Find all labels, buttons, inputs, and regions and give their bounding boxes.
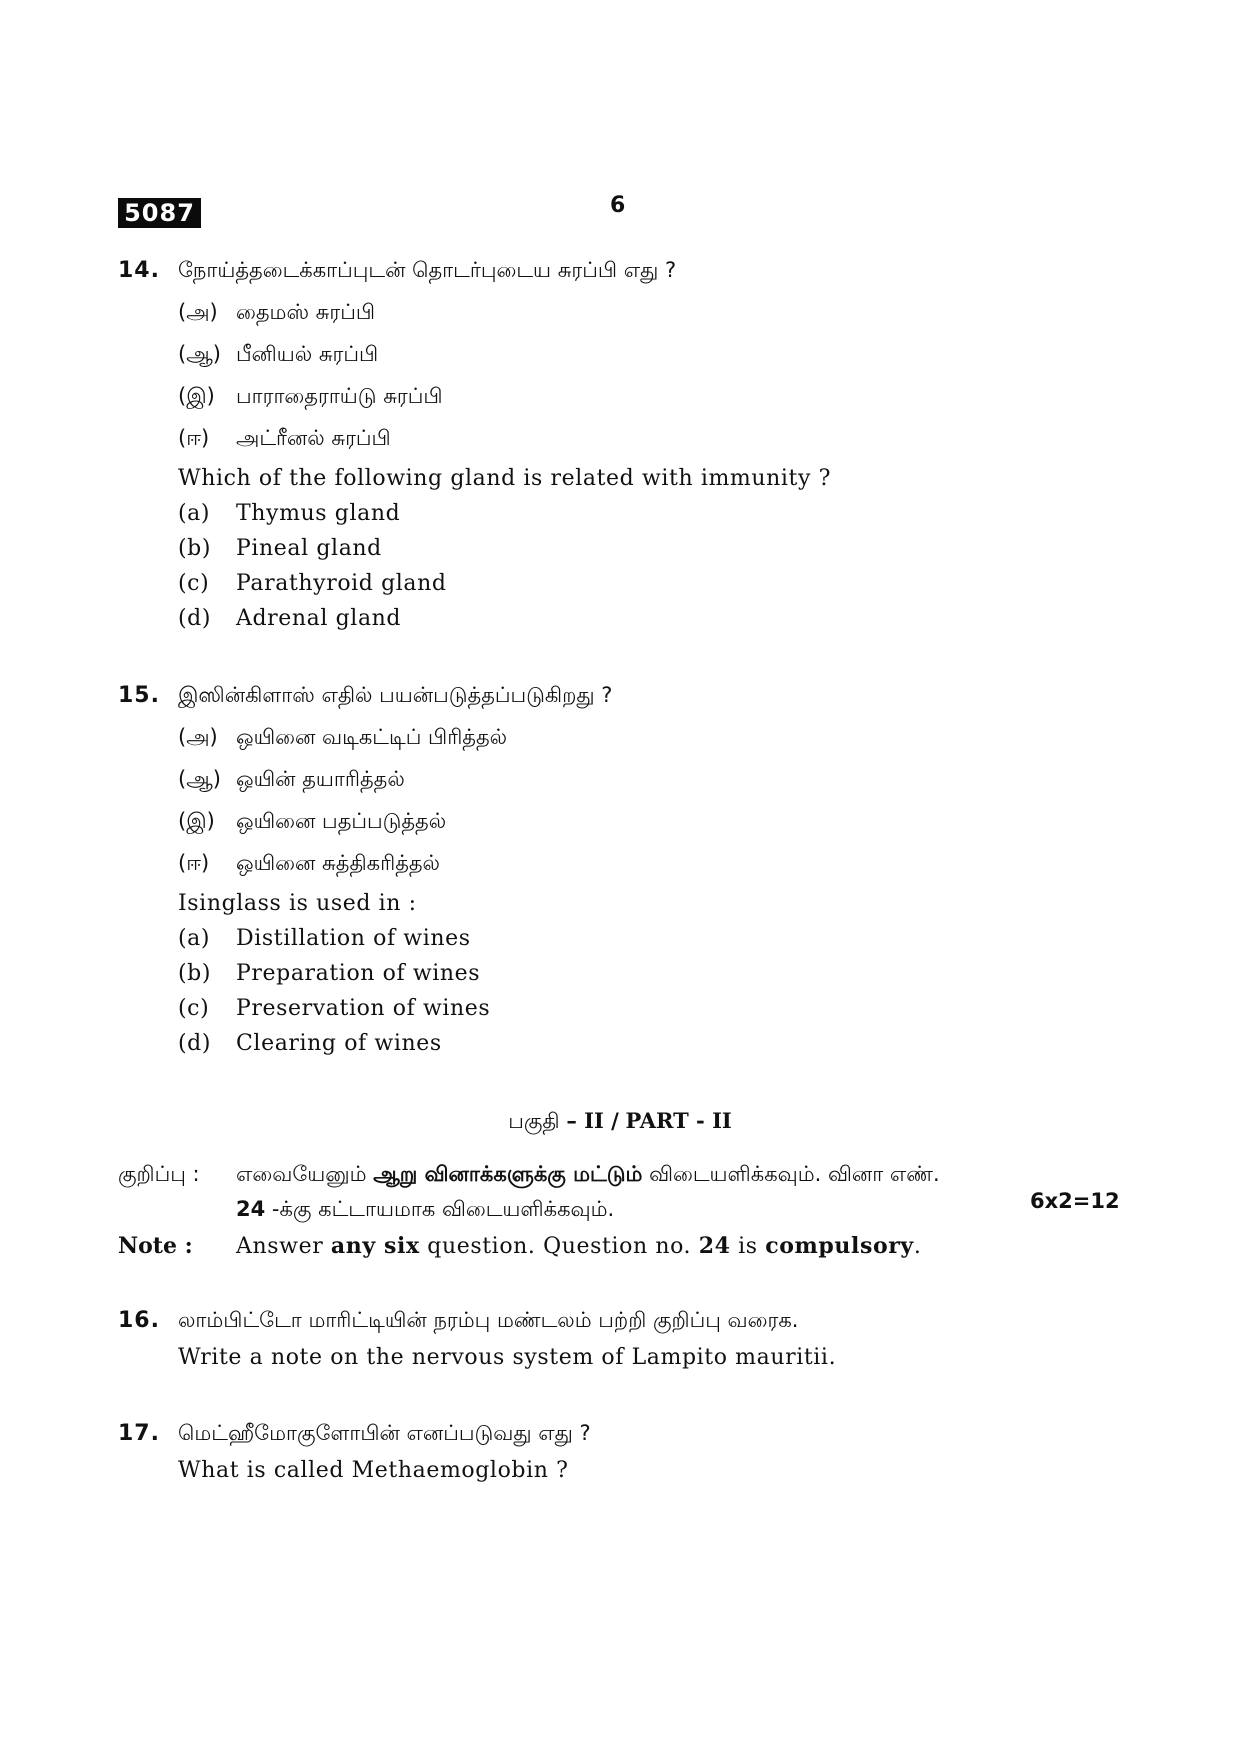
- question-text-tamil: லாம்பிட்டோ மாரிட்டியின் நரம்பு மண்டலம் பற்றி குறிப்பு வரைக.: [178, 1308, 799, 1332]
- option-english-b: (b) Pineal gland: [178, 536, 382, 561]
- option-tamil-d: (ஈ) ஒயினை சுத்திகரித்தல்: [178, 851, 440, 875]
- note-tamil-line2: 24 -க்கு கட்டாயமாக விடையளிக்கவும்.: [236, 1197, 615, 1221]
- question-text-tamil: மெட்ஹீமோகுளோபின் எனப்படுவது எது ?: [178, 1421, 591, 1445]
- question-text-tamil: இஸின்கிளாஸ் எதில் பயன்படுத்தப்படுகிறது ?: [178, 683, 613, 707]
- option-tamil-b: (ஆ) பீனியல் சுரப்பி: [178, 342, 379, 366]
- question-text-english: Write a note on the nervous system of Lampito mauritii.: [178, 1345, 837, 1370]
- question-text-english: What is called Methaemoglobin ?: [178, 1458, 569, 1483]
- option-english-c: (c) Preservation of wines: [178, 996, 491, 1021]
- option-tamil-a: (அ) ஒயினை வடிகட்டிப் பிரித்தல்: [178, 725, 508, 749]
- note-tamil-line1: எவையேனும் ஆறு வினாக்களுக்கு மட்டும் விடையளிக்கவும். வினா எண்.: [236, 1162, 940, 1186]
- option-english-c: (c) Parathyroid gland: [178, 571, 447, 596]
- question-number: 17.: [118, 1421, 160, 1446]
- option-english-a: (a) Thymus gland: [178, 501, 401, 526]
- question-number: 16.: [118, 1308, 160, 1333]
- option-tamil-a: (அ) தைமஸ் சுரப்பி: [178, 300, 376, 324]
- option-tamil-b: (ஆ) ஒயின் தயாரித்தல்: [178, 767, 405, 791]
- marks-allocation: 6x2=12: [1030, 1189, 1120, 1213]
- note-english: Answer any six question. Question no. 24 is compulsory.: [236, 1233, 922, 1259]
- option-tamil-c: (இ) பாராதைராய்டு சுரப்பி: [178, 384, 443, 408]
- note-label-english: Note :: [118, 1233, 193, 1259]
- note-label-tamil: குறிப்பு :: [118, 1162, 200, 1186]
- part-heading: பகுதி – II / PART - II: [508, 1108, 732, 1133]
- option-tamil-d: (ஈ) அட்ரீனல் சுரப்பி: [178, 426, 391, 450]
- option-english-a: (a) Distillation of wines: [178, 926, 471, 951]
- page-number: 6: [610, 193, 626, 218]
- option-english-d: (d) Clearing of wines: [178, 1031, 442, 1056]
- option-tamil-c: (இ) ஒயினை பதப்படுத்தல்: [178, 809, 447, 833]
- option-english-d: (d) Adrenal gland: [178, 606, 402, 631]
- question-number: 14.: [118, 258, 160, 283]
- question-text-english: Isinglass is used in :: [178, 891, 417, 916]
- question-text-english: Which of the following gland is related with immunity ?: [178, 466, 832, 491]
- paper-code: 5087: [118, 198, 201, 228]
- option-english-b: (b) Preparation of wines: [178, 961, 481, 986]
- question-number: 15.: [118, 683, 160, 708]
- question-text-tamil: நோய்த்தடைக்காப்புடன் தொடர்புடைய சுரப்பி எது ?: [178, 258, 677, 282]
